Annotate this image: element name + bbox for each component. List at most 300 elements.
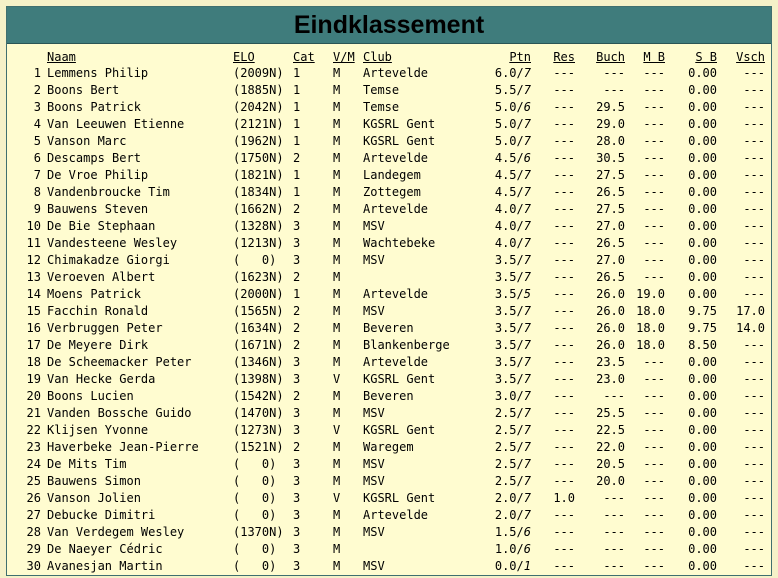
rank-cell: 9 [33,201,41,216]
median-buchholz-cell: --- [643,167,665,182]
rank-cell: 21 [26,405,41,420]
buchholz-cell: 27.5 [596,167,625,182]
elo-cell: ( 0) [233,541,277,556]
table-row [15,455,765,472]
player-name-cell: Vandenbroucke Tim [47,184,170,199]
rank-cell: 29 [26,541,41,556]
median-buchholz-cell: --- [643,439,665,454]
rank-cell: 5 [33,133,41,148]
rank-cell: 28 [26,524,41,539]
table-row [15,251,765,268]
elo-cell: (1398N) [233,371,284,386]
points-games: 6 [523,99,531,114]
player-name-cell: De Naeyer Cédric [47,541,163,556]
gender-cell: M [333,541,341,556]
vsch-cell: --- [743,473,765,488]
player-name-cell: De Mits Tim [47,456,127,471]
points-score: 4.0/ [494,218,524,233]
rank-cell: 25 [26,473,41,488]
category-cell: 3 [293,507,301,522]
points-score: 1.0/ [494,541,524,556]
points-games: 7 [523,507,531,522]
table-row [15,98,765,115]
buchholz-cell: --- [603,507,625,522]
median-buchholz-cell: 18.0 [636,303,665,318]
table-row [15,183,765,200]
points-cell [475,217,531,234]
elo-cell: (1662N) [233,201,284,216]
gender-cell: M [333,218,341,233]
player-name-cell: Facchin Ronald [47,303,149,318]
buchholz-cell: 26.0 [596,303,625,318]
points-score: 4.5/ [494,167,524,182]
sonneborn-berger-cell: 0.00 [688,269,717,284]
points-cell [475,370,531,387]
median-buchholz-cell: --- [643,524,665,539]
vsch-cell: --- [743,371,765,386]
points-games: 7 [523,167,531,182]
player-name-cell: Haverbeke Jean-Pierre [47,439,199,454]
player-name-cell: Bauwens Steven [47,201,149,216]
rank-cell: 27 [26,507,41,522]
resultaat-cell: --- [553,439,575,454]
points-cell [475,438,531,455]
category-cell: 3 [293,473,301,488]
median-buchholz-cell: --- [643,371,665,386]
buchholz-cell: 28.0 [596,133,625,148]
player-name-cell: Boons Lucien [47,388,134,403]
rank-cell: 14 [26,286,41,301]
category-cell: 1 [293,167,301,182]
gender-cell: M [333,65,341,80]
median-buchholz-cell: --- [643,116,665,131]
points-score: 5.0/ [494,133,524,148]
table-row [15,217,765,234]
rank-cell: 8 [33,184,41,199]
points-games: 7 [523,405,531,420]
club-cell: KGSRL Gent [363,422,436,437]
club-cell: Landegem [363,167,421,182]
header-vm: V/M [333,50,355,64]
sonneborn-berger-cell: 0.00 [688,65,717,80]
points-score: 3.5/ [494,371,524,386]
club-cell: Artevelde [363,286,429,301]
buchholz-cell: 22.5 [596,422,625,437]
gender-cell: M [333,303,341,318]
rank-cell: 19 [26,371,41,386]
category-cell: 1 [293,82,301,97]
page-title: Eindklassement [293,10,485,39]
gender-cell: M [333,252,341,267]
table-row [15,268,765,285]
median-buchholz-cell: --- [643,388,665,403]
points-score: 3.5/ [494,286,524,301]
points-games: 7 [523,133,531,148]
sonneborn-berger-cell: 0.00 [688,201,717,216]
club-cell: Artevelde [363,65,429,80]
points-games: 6 [523,150,531,165]
table-row [15,523,765,540]
resultaat-cell: --- [553,473,575,488]
points-cell [475,387,531,404]
vsch-cell: --- [743,388,765,403]
points-games: 7 [523,82,531,97]
elo-cell: (2009N) [233,65,284,80]
club-cell: MSV [363,473,385,488]
points-cell [475,183,531,200]
category-cell: 1 [293,116,301,131]
table-row [15,149,765,166]
resultaat-cell: --- [553,184,575,199]
vsch-cell: --- [743,201,765,216]
buchholz-cell: 26.0 [596,337,625,352]
table-row [15,540,765,557]
buchholz-cell: 27.0 [596,252,625,267]
elo-cell: ( 0) [233,456,277,471]
median-buchholz-cell: --- [643,422,665,437]
rank-cell: 22 [26,422,41,437]
vsch-cell: --- [743,82,765,97]
player-name-cell: De Meyere Dirk [47,337,149,352]
elo-cell: (1213N) [233,235,284,250]
rank-cell: 12 [26,252,41,267]
sonneborn-berger-cell: 0.00 [688,456,717,471]
buchholz-cell: 23.0 [596,371,625,386]
vsch-cell: --- [743,235,765,250]
buchholz-cell: 26.0 [596,286,625,301]
club-cell: Zottegem [363,184,421,199]
points-cell [475,149,531,166]
points-score: 4.5/ [494,184,524,199]
gender-cell: M [333,524,341,539]
resultaat-cell: --- [553,252,575,267]
points-games: 7 [523,218,531,233]
elo-cell: (1634N) [233,320,284,335]
points-cell [475,540,531,557]
header-buch: Buch [596,50,625,64]
vsch-cell: --- [743,524,765,539]
elo-cell: (1671N) [233,337,284,352]
elo-cell: (1885N) [233,82,284,97]
points-score: 6.0/ [494,65,524,80]
player-name-cell: De Vroe Philip [47,167,149,182]
elo-cell: (1346N) [233,354,284,369]
elo-cell: (1370N) [233,524,284,539]
vsch-cell: --- [743,133,765,148]
gender-cell: M [333,201,341,216]
points-cell [475,115,531,132]
rank-cell: 16 [26,320,41,335]
gender-cell: M [333,82,341,97]
rank-cell: 20 [26,388,41,403]
points-score: 5.0/ [494,99,524,114]
resultaat-cell: --- [553,388,575,403]
sonneborn-berger-cell: 8.50 [688,337,717,352]
buchholz-cell: 30.5 [596,150,625,165]
category-cell: 3 [293,558,301,573]
club-cell: KGSRL Gent [363,371,436,386]
elo-cell: (1470N) [233,405,284,420]
resultaat-cell: --- [553,558,575,573]
club-cell: Beveren [363,320,414,335]
points-cell [475,251,531,268]
points-cell [475,489,531,506]
gender-cell: M [333,286,341,301]
buchholz-cell: 26.5 [596,235,625,250]
resultaat-cell: --- [553,422,575,437]
points-score: 3.5/ [494,303,524,318]
sonneborn-berger-cell: 9.75 [688,320,717,335]
category-cell: 3 [293,456,301,471]
table-row [15,557,765,574]
table-row [15,336,765,353]
resultaat-cell: --- [553,303,575,318]
club-cell: Artevelde [363,507,429,522]
median-buchholz-cell: --- [643,235,665,250]
club-cell: Temse [363,82,400,97]
player-name-cell: De Scheemacker Peter [47,354,192,369]
sonneborn-berger-cell: 0.00 [688,490,717,505]
rank-cell: 13 [26,269,41,284]
standings-frame [6,6,772,576]
median-buchholz-cell: --- [643,473,665,488]
gender-cell: M [333,405,341,420]
points-cell [475,404,531,421]
category-cell: 2 [293,320,301,335]
resultaat-cell: --- [553,507,575,522]
header-cat: Cat [293,50,315,64]
points-cell [475,234,531,251]
points-cell [475,81,531,98]
club-cell: MSV [363,524,385,539]
rank-cell: 23 [26,439,41,454]
points-games: 7 [523,422,531,437]
rank-cell: 7 [33,167,41,182]
player-name-cell: Vanden Bossche Guido [47,405,192,420]
points-games: 7 [523,116,531,131]
resultaat-cell: --- [553,218,575,233]
vsch-cell: --- [743,167,765,182]
table-row [15,234,765,251]
header-ptn: Ptn [509,50,531,64]
vsch-cell: --- [743,99,765,114]
gender-cell: V [333,490,341,505]
rank-cell: 11 [26,235,41,250]
rank-cell: 10 [26,218,41,233]
vsch-cell: --- [743,269,765,284]
category-cell: 2 [293,439,301,454]
elo-cell: ( 0) [233,558,277,573]
player-name-cell: Descamps Bert [47,150,141,165]
vsch-cell: --- [743,439,765,454]
player-name-cell: Bauwens Simon [47,473,141,488]
vsch-cell: --- [743,150,765,165]
player-name-cell: Avanesjan Martin [47,558,163,573]
gender-cell: M [333,269,341,284]
points-games: 7 [523,320,531,335]
category-cell: 3 [293,405,301,420]
median-buchholz-cell: 18.0 [636,320,665,335]
gender-cell: M [333,337,341,352]
gender-cell: V [333,422,341,437]
elo-cell: (1565N) [233,303,284,318]
category-cell: 3 [293,422,301,437]
points-games: 7 [523,235,531,250]
points-score: 2.5/ [494,439,524,454]
elo-cell: (1962N) [233,133,284,148]
points-games: 7 [523,388,531,403]
median-buchholz-cell: --- [643,558,665,573]
buchholz-cell: 26.5 [596,269,625,284]
sonneborn-berger-cell: 0.00 [688,558,717,573]
club-cell: KGSRL Gent [363,490,436,505]
player-name-cell: Vanson Jolien [47,490,141,505]
resultaat-cell: 1.0 [553,490,575,505]
vsch-cell: --- [743,405,765,420]
median-buchholz-cell: --- [643,252,665,267]
resultaat-cell: --- [553,354,575,369]
points-score: 4.5/ [494,150,524,165]
median-buchholz-cell: --- [643,150,665,165]
points-score: 0.0/ [494,558,524,573]
player-name-cell: Verbruggen Peter [47,320,163,335]
sonneborn-berger-cell: 0.00 [688,473,717,488]
player-name-cell: Vandesteene Wesley [47,235,178,250]
gender-cell: M [333,320,341,335]
category-cell: 2 [293,303,301,318]
player-name-cell: Debucke Dimitri [47,507,156,522]
table-row [15,506,765,523]
rank-cell: 1 [33,65,41,80]
vsch-cell: --- [743,184,765,199]
resultaat-cell: --- [553,235,575,250]
resultaat-cell: --- [553,320,575,335]
elo-cell: (1521N) [233,439,284,454]
table-row [15,387,765,404]
rank-cell: 30 [26,558,41,573]
sonneborn-berger-cell: 0.00 [688,116,717,131]
sonneborn-berger-cell: 0.00 [688,541,717,556]
table-row [15,370,765,387]
buchholz-cell: 26.5 [596,184,625,199]
rank-cell: 6 [33,150,41,165]
vsch-cell: --- [743,65,765,80]
category-cell: 1 [293,99,301,114]
club-cell: Waregem [363,439,414,454]
club-cell: Beveren [363,388,414,403]
elo-cell: (1542N) [233,388,284,403]
resultaat-cell: --- [553,82,575,97]
points-games: 7 [523,354,531,369]
elo-cell: (2000N) [233,286,284,301]
gender-cell: M [333,167,341,182]
elo-cell: (2121N) [233,116,284,131]
points-games: 6 [523,541,531,556]
points-score: 2.0/ [494,490,524,505]
sonneborn-berger-cell: 0.00 [688,354,717,369]
category-cell: 3 [293,218,301,233]
resultaat-cell: --- [553,150,575,165]
vsch-cell: --- [743,456,765,471]
median-buchholz-cell: --- [643,218,665,233]
sonneborn-berger-cell: 0.00 [688,167,717,182]
gender-cell: M [333,439,341,454]
buchholz-cell: --- [603,541,625,556]
table-row [15,353,765,370]
vsch-cell: --- [743,422,765,437]
player-name-cell: Boons Bert [47,82,120,97]
resultaat-cell: --- [553,456,575,471]
player-name-cell: Veroeven Albert [47,269,156,284]
median-buchholz-cell: --- [643,507,665,522]
resultaat-cell: --- [553,337,575,352]
gender-cell: V [333,371,341,386]
points-cell [475,506,531,523]
vsch-cell: --- [743,252,765,267]
elo-cell: (2042N) [233,99,284,114]
club-cell: Artevelde [363,201,429,216]
points-games: 1 [523,558,531,573]
points-cell [475,98,531,115]
resultaat-cell: --- [553,133,575,148]
buchholz-cell: 26.0 [596,320,625,335]
club-cell: Artevelde [363,150,429,165]
category-cell: 2 [293,269,301,284]
player-name-cell: Lemmens Philip [47,65,149,80]
sonneborn-berger-cell: 0.00 [688,150,717,165]
points-cell [475,132,531,149]
player-name-cell: Van Verdegem Wesley [47,524,185,539]
buchholz-cell: --- [603,65,625,80]
points-score: 3.0/ [494,388,524,403]
buchholz-cell: --- [603,558,625,573]
elo-cell: ( 0) [233,490,277,505]
resultaat-cell: --- [553,201,575,216]
points-games: 7 [523,439,531,454]
club-cell: Artevelde [363,354,429,369]
points-score: 3.5/ [494,252,524,267]
buchholz-cell: 27.5 [596,201,625,216]
category-cell: 1 [293,184,301,199]
median-buchholz-cell: 19.0 [636,286,665,301]
table-row [15,421,765,438]
table-row [15,166,765,183]
sonneborn-berger-cell: 0.00 [688,422,717,437]
vsch-cell: --- [743,337,765,352]
buchholz-cell: --- [603,388,625,403]
median-buchholz-cell: --- [643,405,665,420]
rank-cell: 18 [26,354,41,369]
points-games: 7 [523,65,531,80]
header-vsch: Vsch [736,50,765,64]
title-bar [7,7,771,44]
elo-cell: (1328N) [233,218,284,233]
table-row [15,302,765,319]
table-row [15,319,765,336]
points-score: 4.0/ [494,201,524,216]
gender-cell: M [333,116,341,131]
category-cell: 1 [293,65,301,80]
gender-cell: M [333,99,341,114]
points-score: 4.0/ [494,235,524,250]
header-club: Club [363,50,392,64]
points-cell [475,421,531,438]
sonneborn-berger-cell: 0.00 [688,252,717,267]
rank-cell: 2 [33,82,41,97]
buchholz-cell: --- [603,490,625,505]
resultaat-cell: --- [553,524,575,539]
resultaat-cell: --- [553,286,575,301]
